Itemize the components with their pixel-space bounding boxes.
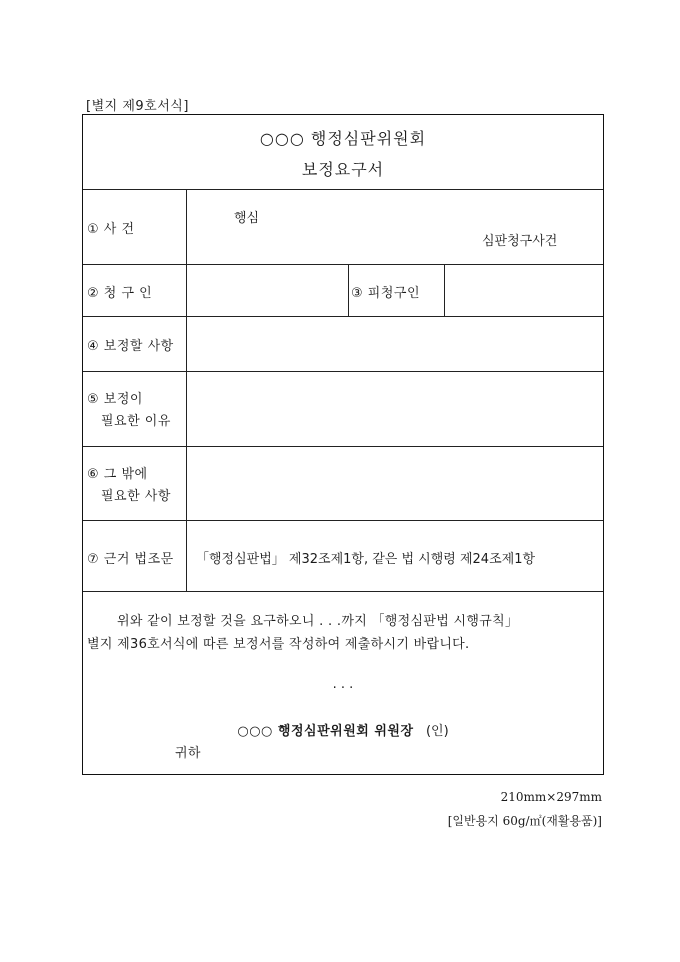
committee-title: ○○○ 행정심판위원회 (259, 129, 427, 148)
reason-label: ⑤ 보정이 (87, 392, 143, 407)
case-prefix: 행심 (234, 211, 260, 226)
row-divider (83, 520, 603, 521)
request-form-table (82, 114, 604, 775)
row-divider (83, 189, 603, 190)
row-divider (83, 371, 603, 372)
paper-size: 210mm×297mm (500, 790, 602, 804)
matters-label: ④ 보정할 사항 (87, 339, 174, 354)
seal-mark: (인) (425, 724, 449, 739)
case-label: ① 사 건 (87, 222, 135, 237)
respondent-label: ③ 피청구인 (351, 286, 421, 301)
row-divider (83, 264, 603, 265)
case-suffix: 심판청구사건 (482, 234, 558, 249)
row-divider (83, 591, 603, 592)
claimant-label: ② 청 구 인 (87, 286, 153, 301)
other-label-2: 필요한 사항 (101, 489, 171, 504)
reason-label-2: 필요한 이유 (101, 414, 171, 429)
addressee: 귀하 (175, 746, 201, 761)
form-number-label: [별지 제9호서식] (86, 99, 189, 114)
signature-line (83, 720, 603, 739)
row-divider (83, 316, 603, 317)
signer-name: ○○○ 행정심판위원회 위원장 (237, 724, 414, 739)
issue-date: . . . (332, 677, 354, 692)
document-title: 보정요구서 (301, 160, 385, 179)
request-text-line2: 별지 제36호서식에 따른 보정서를 작성하여 제출하시기 바랍니다. (87, 637, 470, 652)
respondent-divider (444, 264, 445, 316)
other-label: ⑥ 그 밖에 (87, 467, 148, 482)
request-text-line1: 위와 같이 보정할 것을 요구하오니 . . .까지 「행정심판법 시행규칙」 (117, 614, 519, 629)
basis-label: ⑦ 근거 법조문 (87, 552, 174, 567)
row-divider (83, 446, 603, 447)
basis-value: 「행정심판법」 제32조제1항, 같은 법 시행령 제24조제1항 (196, 552, 536, 567)
paper-spec: [일반용지 60g/㎡(재활용품)] (447, 814, 602, 828)
claimant-divider (348, 264, 349, 316)
label-column-divider (186, 189, 187, 591)
